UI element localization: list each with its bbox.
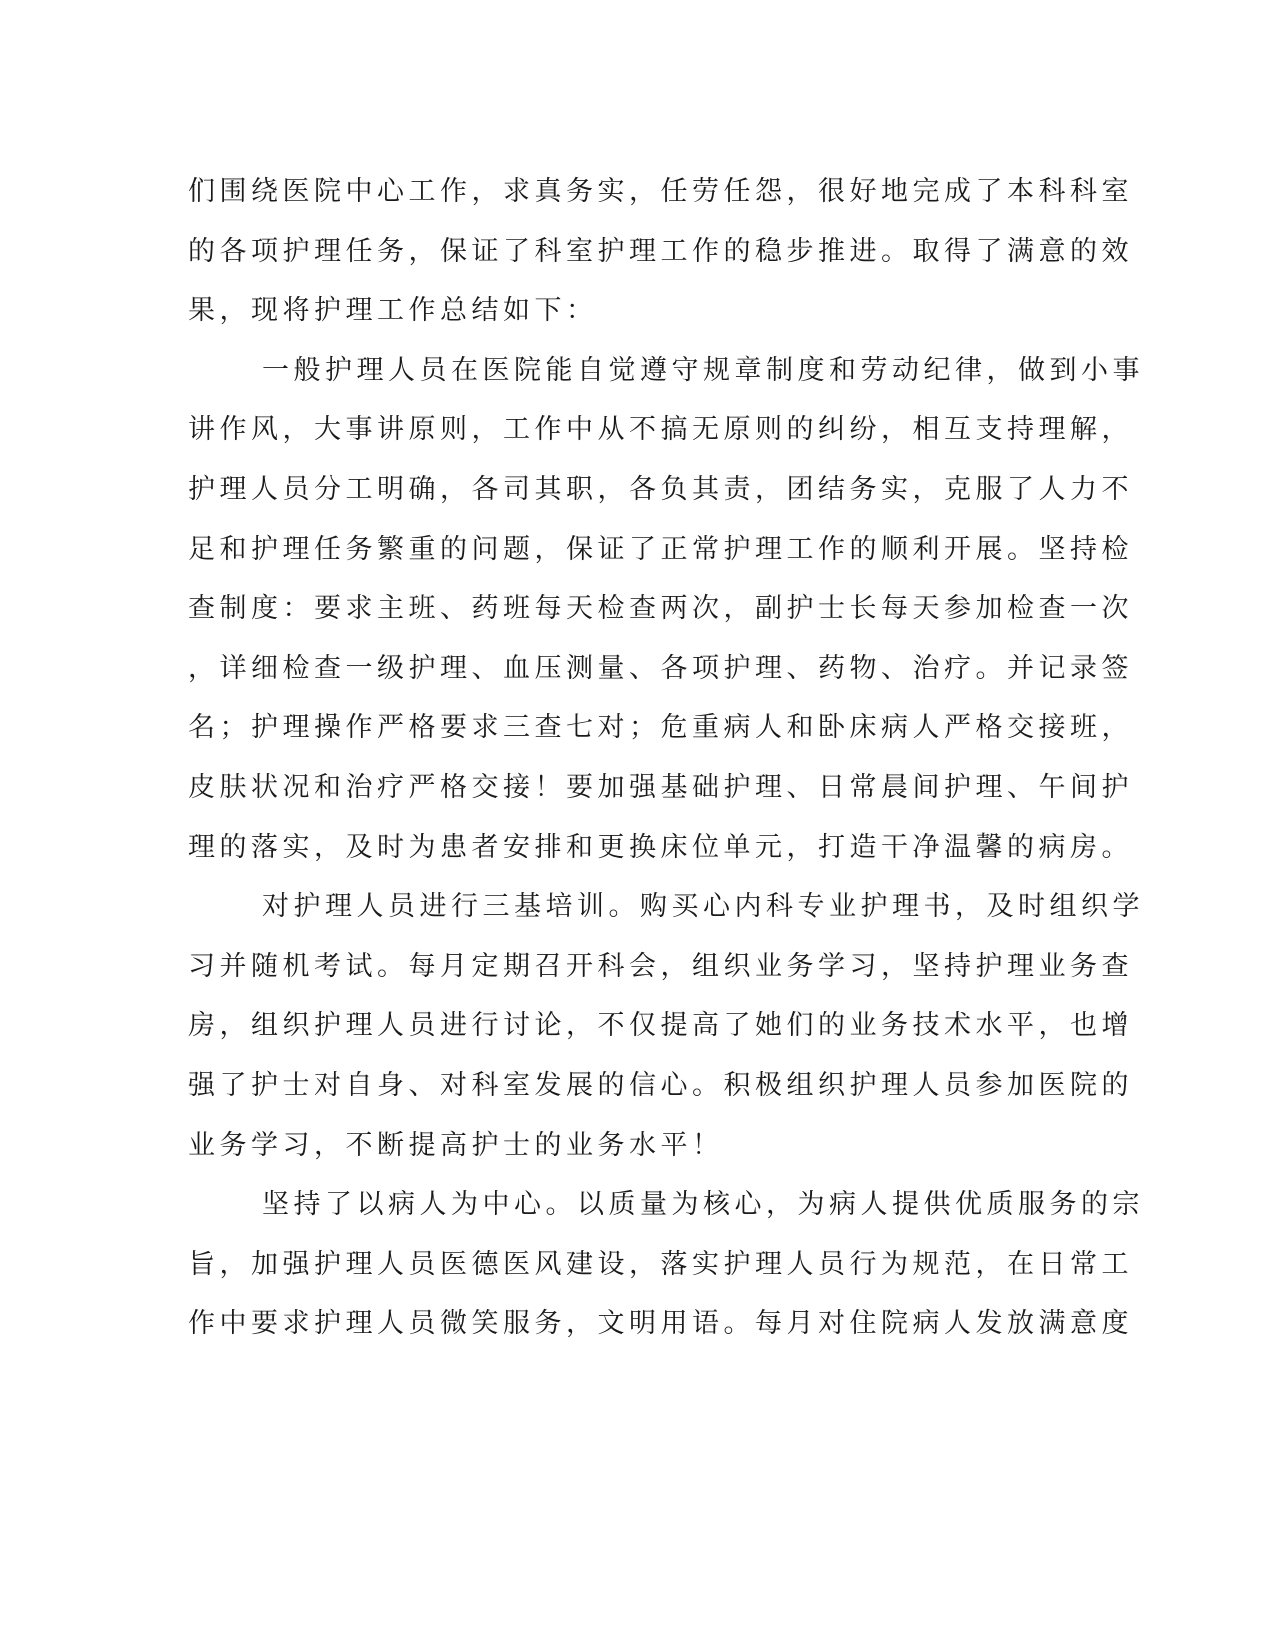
- text-line: 名；护理操作严格要求三查七对；危重病人和卧床病人严格交接班，: [188, 712, 1133, 744]
- text-line: ，详细检查一级护理、血压测量、各项护理、药物、治疗。并记录签: [188, 652, 1133, 684]
- text-line: 习并随机考试。每月定期召开科会，组织业务学习，坚持护理业务查: [188, 950, 1133, 982]
- text-line: 强了护士对自身、对科室发展的信心。积极组织护理人员参加医院的: [188, 1069, 1133, 1101]
- text-line: 作中要求护理人员微笑服务，文明用语。每月对住院病人发放满意度: [188, 1308, 1133, 1340]
- document-body: [188, 162, 1144, 1354]
- text-line: 业务学习，不断提高护士的业务水平！: [188, 1129, 724, 1161]
- text-line: 足和护理任务繁重的问题，保证了正常护理工作的顺利开展。坚持检: [188, 533, 1133, 565]
- text-line: 皮肤状况和治疗严格交接！要加强基础护理、日常晨间护理、午间护: [188, 771, 1133, 803]
- text-line: 房，组织护理人员进行讨论，不仅提高了她们的业务技术水平，也增: [188, 1010, 1133, 1042]
- text-line: 护理人员分工明确，各司其职，各负其责，团结务实，克服了人力不: [188, 473, 1133, 505]
- text-line: 果，现将护理工作总结如下：: [188, 295, 598, 327]
- text-line: 坚持了以病人为中心。以质量为核心，为病人提供优质服务的宗: [262, 1189, 1144, 1221]
- text-line: 的各项护理任务，保证了科室护理工作的稳步推进。取得了满意的效: [188, 235, 1133, 267]
- text-line: 讲作风，大事讲原则，工作中从不搞无原则的纠纷，相互支持理解，: [188, 414, 1133, 446]
- text-line: 理的落实，及时为患者安排和更换床位单元，打造干净温馨的病房。: [188, 831, 1133, 863]
- paragraph-2: [188, 341, 1144, 877]
- paragraph-1: [188, 162, 1133, 341]
- text-line: 旨，加强护理人员医德医风建设，落实护理人员行为规范，在日常工: [188, 1248, 1133, 1280]
- paragraph-3: [188, 877, 1144, 1175]
- text-line: 们围绕医院中心工作，求真务实，任劳任怨，很好地完成了本科科室: [188, 176, 1133, 207]
- text-line: 一般护理人员在医院能自觉遵守规章制度和劳动纪律，做到小事: [262, 354, 1144, 386]
- text-line: 对护理人员进行三基培训。购买心内科专业护理书，及时组织学: [262, 891, 1144, 923]
- paragraph-4: [188, 1175, 1144, 1354]
- text-line: 查制度：要求主班、药班每天检查两次，副护士长每天参加检查一次: [188, 593, 1133, 625]
